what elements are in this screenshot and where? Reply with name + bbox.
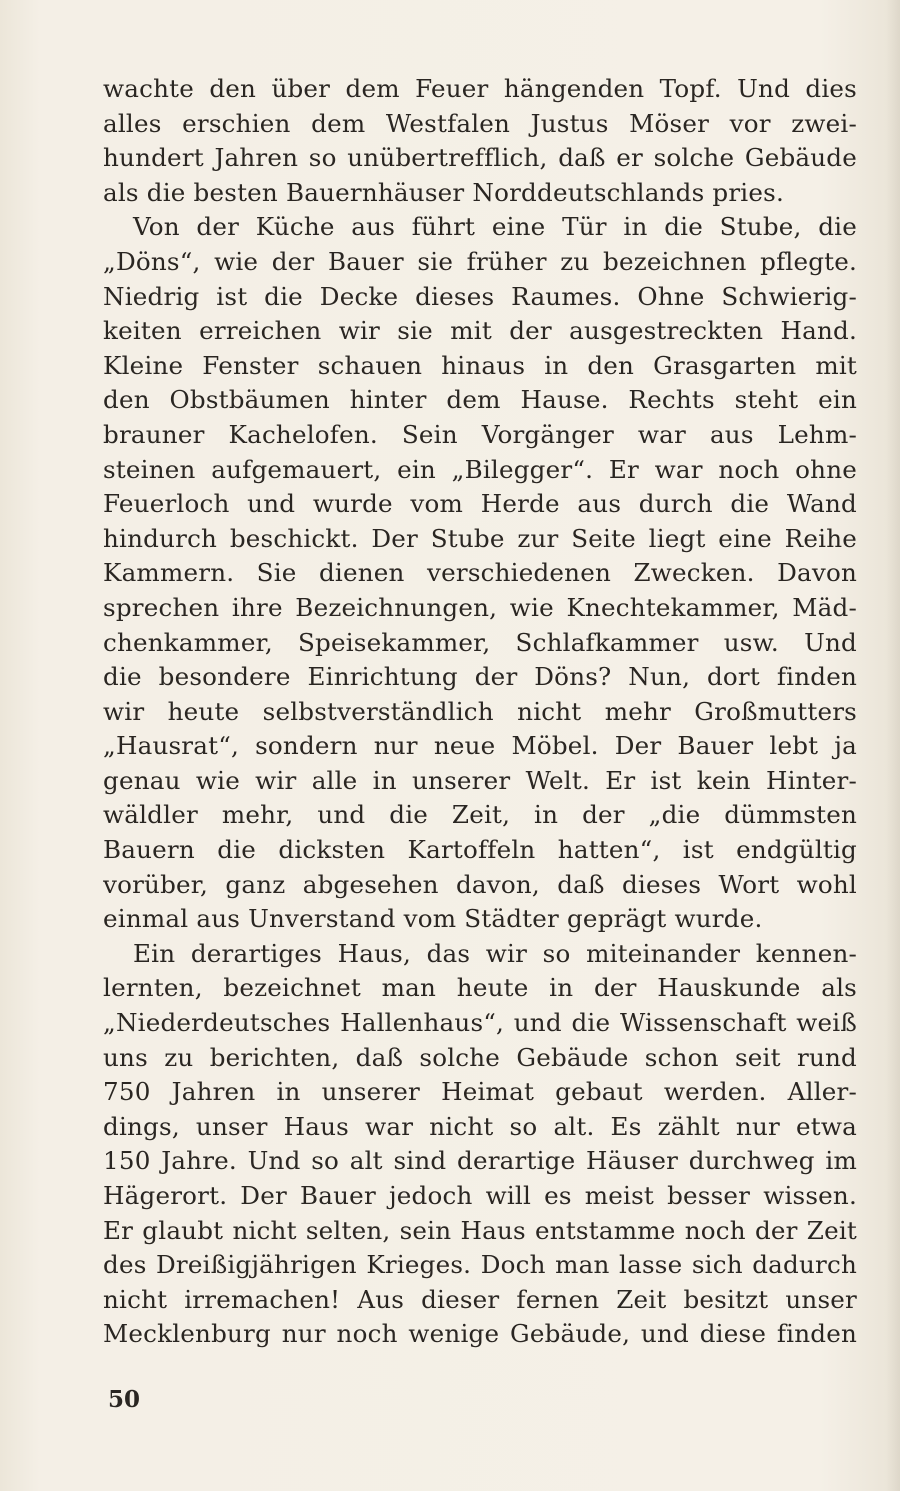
text-line: Mecklenburg nur noch wenige Gebäude, und diese finden — [103, 1319, 857, 1349]
text-line: „Döns“, wie der Bauer sie früher zu bezeichnen pflegte. — [103, 246, 857, 276]
text-line: 150 Jahre. Und so alt sind derartige Häuser durchweg im — [103, 1146, 857, 1176]
text-line: Von der Küche aus führt eine Tür in die Stube, die — [133, 212, 857, 242]
text-line: steinen aufgemauert, ein „Bilegger“. Er war noch ohne — [103, 454, 857, 484]
text-line: des Dreißigjährigen Krieges. Doch man lasse sich dadurch — [103, 1250, 857, 1280]
text-line: brauner Kachelofen. Sein Vorgänger war aus Lehm- — [103, 419, 857, 449]
text-line: als die besten Bauernhäuser Norddeutschlands pries. — [103, 177, 784, 207]
text-line: wachte den über dem Feuer hängenden Topf. Und dies — [103, 74, 857, 103]
text-line: uns zu berichten, daß solche Gebäude schon seit rund — [103, 1042, 857, 1072]
text-line: wäldler mehr, und die Zeit, in der „die dümmsten — [103, 800, 857, 830]
text-line: hundert Jahren so unübertrefflich, daß er solche Gebäude — [103, 143, 857, 173]
text-line: nicht irremachen! Aus dieser fernen Zeit besitzt unser — [103, 1284, 857, 1314]
text-line: hindurch beschickt. Der Stube zur Seite liegt eine Reihe — [103, 523, 857, 553]
text-line: Kammern. Sie dienen verschiedenen Zwecken. Davon — [103, 558, 857, 588]
text-line: Bauern die dicksten Kartoffeln hatten“, ist endgültig — [103, 835, 857, 865]
text-line: den Obstbäumen hinter dem Hause. Rechts steht ein — [103, 385, 857, 415]
text-line: Hägerort. Der Bauer jedoch will es meist besser wissen. — [103, 1181, 857, 1210]
text-line: „Hausrat“, sondern nur neue Möbel. Der Bauer lebt ja — [103, 731, 857, 761]
page-edge-shadow — [886, 0, 900, 1491]
text-line: wir heute selbstverständlich nicht mehr Großmutters — [103, 696, 857, 726]
text-line: sprechen ihre Bezeichnungen, wie Knechtekammer, Mäd- — [103, 592, 857, 622]
text-line: chenkammer, Speisekammer, Schlafkammer usw. Und — [103, 627, 857, 657]
text-line: die besondere Einrichtung der Döns? Nun, dort finden — [103, 662, 857, 692]
text-line: alles erschien dem Westfalen Justus Möser vor zwei- — [103, 108, 857, 138]
text-line: Niedrig ist die Decke dieses Raumes. Ohne Schwierig- — [103, 281, 857, 311]
text-line: 750 Jahren in unserer Heimat gebaut werden. Aller- — [103, 1077, 857, 1107]
text-line: Feuerloch und wurde vom Herde aus durch die Wand — [103, 489, 857, 519]
page-number: 50 — [108, 1386, 141, 1413]
text-line: „Niederdeutsches Hallenhaus“, und die Wissenschaft weiß — [103, 1008, 857, 1038]
text-line: Kleine Fenster schauen hinaus in den Grasgarten mit — [103, 350, 857, 380]
body-text — [103, 72, 857, 1352]
text-line: keiten erreichen wir sie mit der ausgestreckten Hand. — [103, 316, 857, 346]
text-line: lernten, bezeichnet man heute in der Hauskunde als — [103, 973, 857, 1003]
text-line: genau wie wir alle in unserer Welt. Er ist kein Hinter- — [103, 765, 857, 795]
text-line: dings, unser Haus war nicht so alt. Es zählt nur etwa — [103, 1111, 857, 1141]
text-line: einmal aus Unverstand vom Städter geprägt wurde. — [103, 904, 763, 934]
text-line: Ein derartiges Haus, das wir so miteinander kennen- — [133, 938, 857, 968]
text-line: Er glaubt nicht selten, sein Haus entstamme noch der Zeit — [103, 1215, 857, 1245]
text-line: vorüber, ganz abgesehen davon, daß dieses Wort wohl — [103, 869, 857, 899]
